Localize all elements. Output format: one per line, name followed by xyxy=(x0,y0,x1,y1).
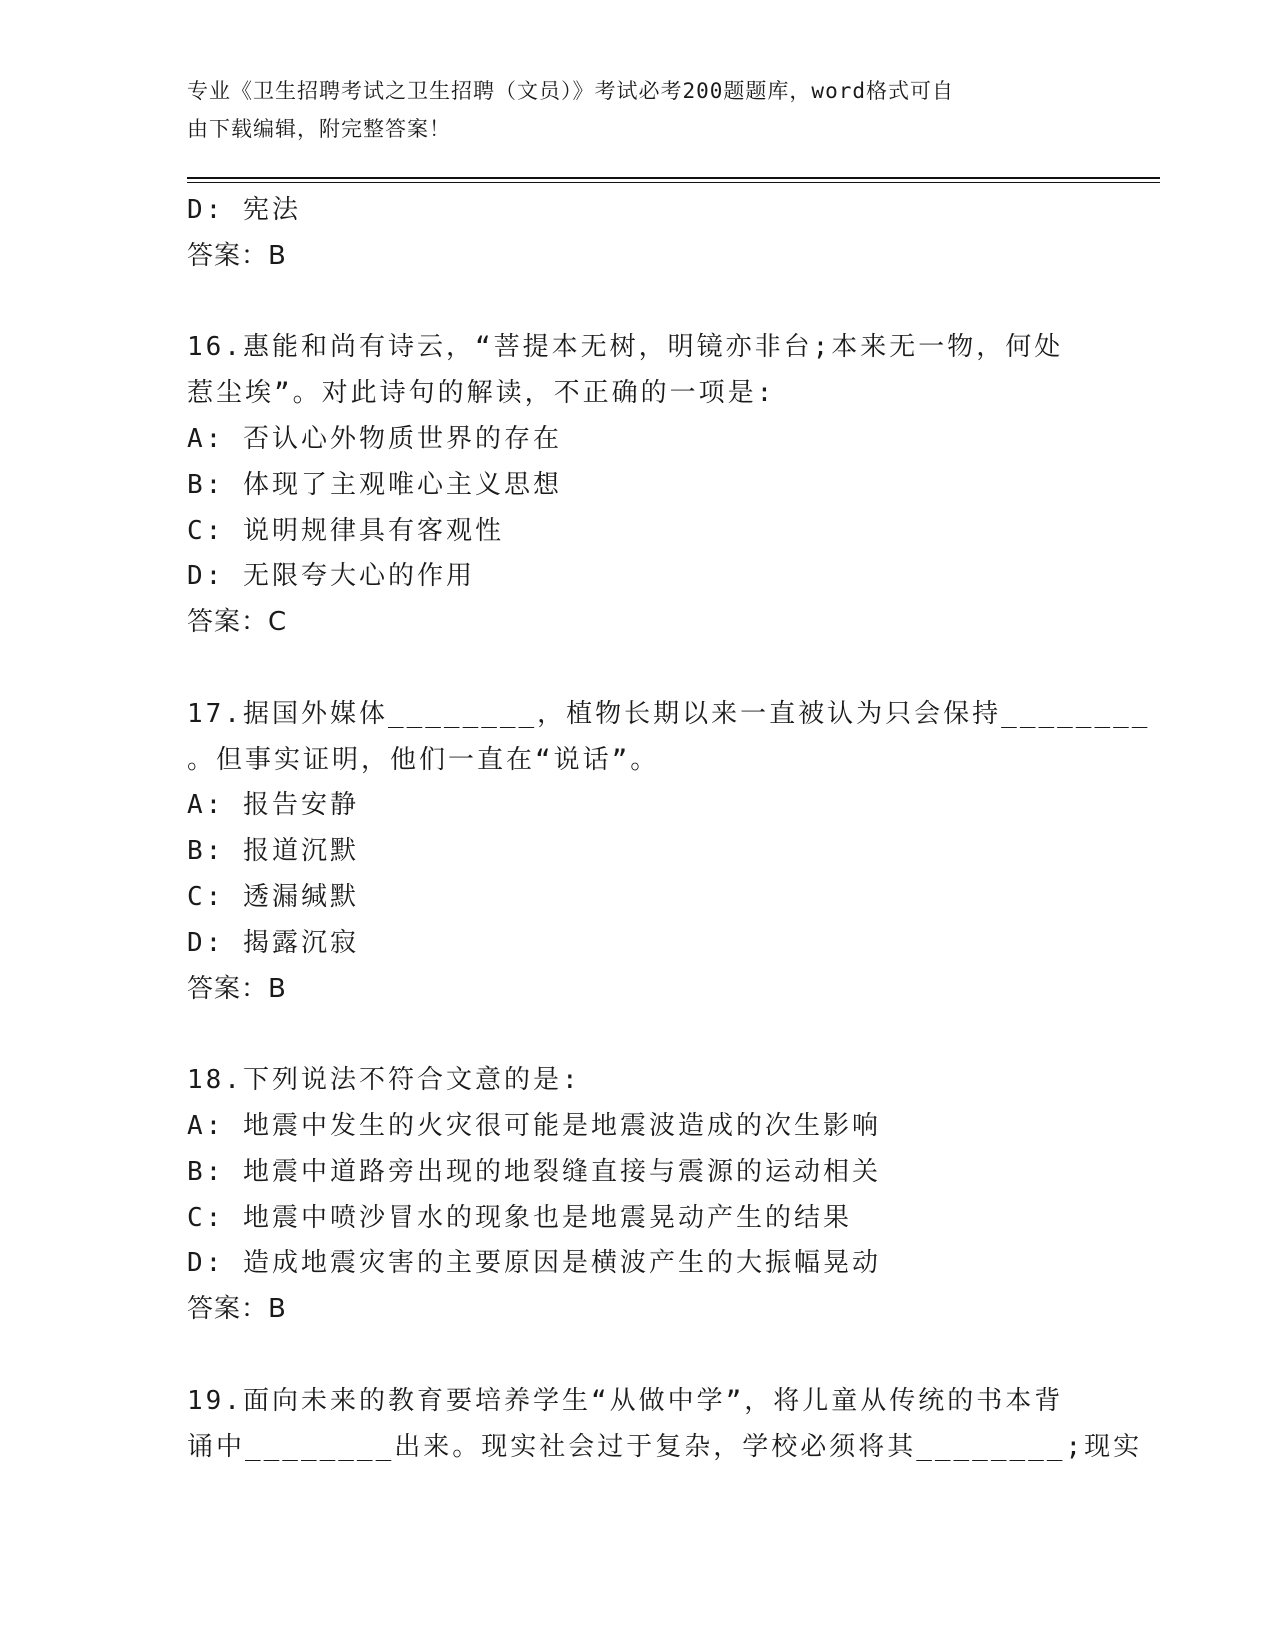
option-b: B: 体现了主观唯心主义思想 xyxy=(187,469,562,500)
option-b: B: 地震中道路旁出现的地裂缝直接与震源的运动相关 xyxy=(187,1156,881,1187)
option-c: C: 透漏缄默 xyxy=(187,881,359,912)
answer: 答案：B xyxy=(187,1294,287,1325)
option-a: A: 地震中发生的火灾很可能是地震波造成的次生影响 xyxy=(187,1110,881,1141)
question-text: 18.下列说法不符合文意的是: xyxy=(187,1065,581,1096)
question-18 xyxy=(187,1058,1087,1333)
answer: 答案：B xyxy=(187,240,287,271)
question-17 xyxy=(187,692,1151,1013)
header-divider-thin xyxy=(187,182,1160,183)
header-line-1: 专业《卫生招聘考试之卫生招聘（文员）》考试必考200题题库，word格式可自 xyxy=(187,79,954,103)
option-b: B: 报道沉默 xyxy=(187,836,359,867)
option-a: A: 否认心外物质世界的存在 xyxy=(187,423,562,454)
question-text: 16.惠能和尚有诗云，“菩提本无树，明镜亦非台;本来无一物，何处 xyxy=(187,332,1064,363)
option-d: D: 揭露沉寂 xyxy=(187,927,359,958)
option-d: D: 宪法 xyxy=(187,195,301,225)
question-text: 诵中________出来。现实社会过于复杂，学校必须将其________;现实 xyxy=(187,1431,1143,1462)
document-header xyxy=(187,72,1067,148)
question-text: 19.面向未来的教育要培养学生“从做中学”，将儿童从传统的书本背 xyxy=(187,1385,1064,1416)
option-c: C: 说明规律具有客观性 xyxy=(187,515,504,546)
option-a: A: 报告安静 xyxy=(187,790,359,821)
header-divider-thick xyxy=(187,177,1160,179)
answer: 答案：B xyxy=(187,973,287,1004)
option-d: D: 无限夸大心的作用 xyxy=(187,561,475,592)
question-16 xyxy=(187,325,1087,646)
question-text: 惹尘埃”。对此诗句的解读，不正确的一项是: xyxy=(187,378,776,409)
question-text: 17.据国外媒体________，植物长期以来一直被认为只会保持________ xyxy=(187,698,1151,729)
question-text: 。但事实证明，他们一直在“说话”。 xyxy=(187,744,660,775)
option-d: D: 造成地震灾害的主要原因是横波产生的大振幅晃动 xyxy=(187,1248,881,1279)
header-line-2: 由下载编辑，附完整答案！ xyxy=(187,117,451,141)
option-c: C: 地震中喷沙冒水的现象也是地震晃动产生的结果 xyxy=(187,1202,852,1233)
question-list xyxy=(187,188,1151,1470)
answer: 答案：C xyxy=(187,607,288,638)
question-19 xyxy=(187,1379,1143,1471)
